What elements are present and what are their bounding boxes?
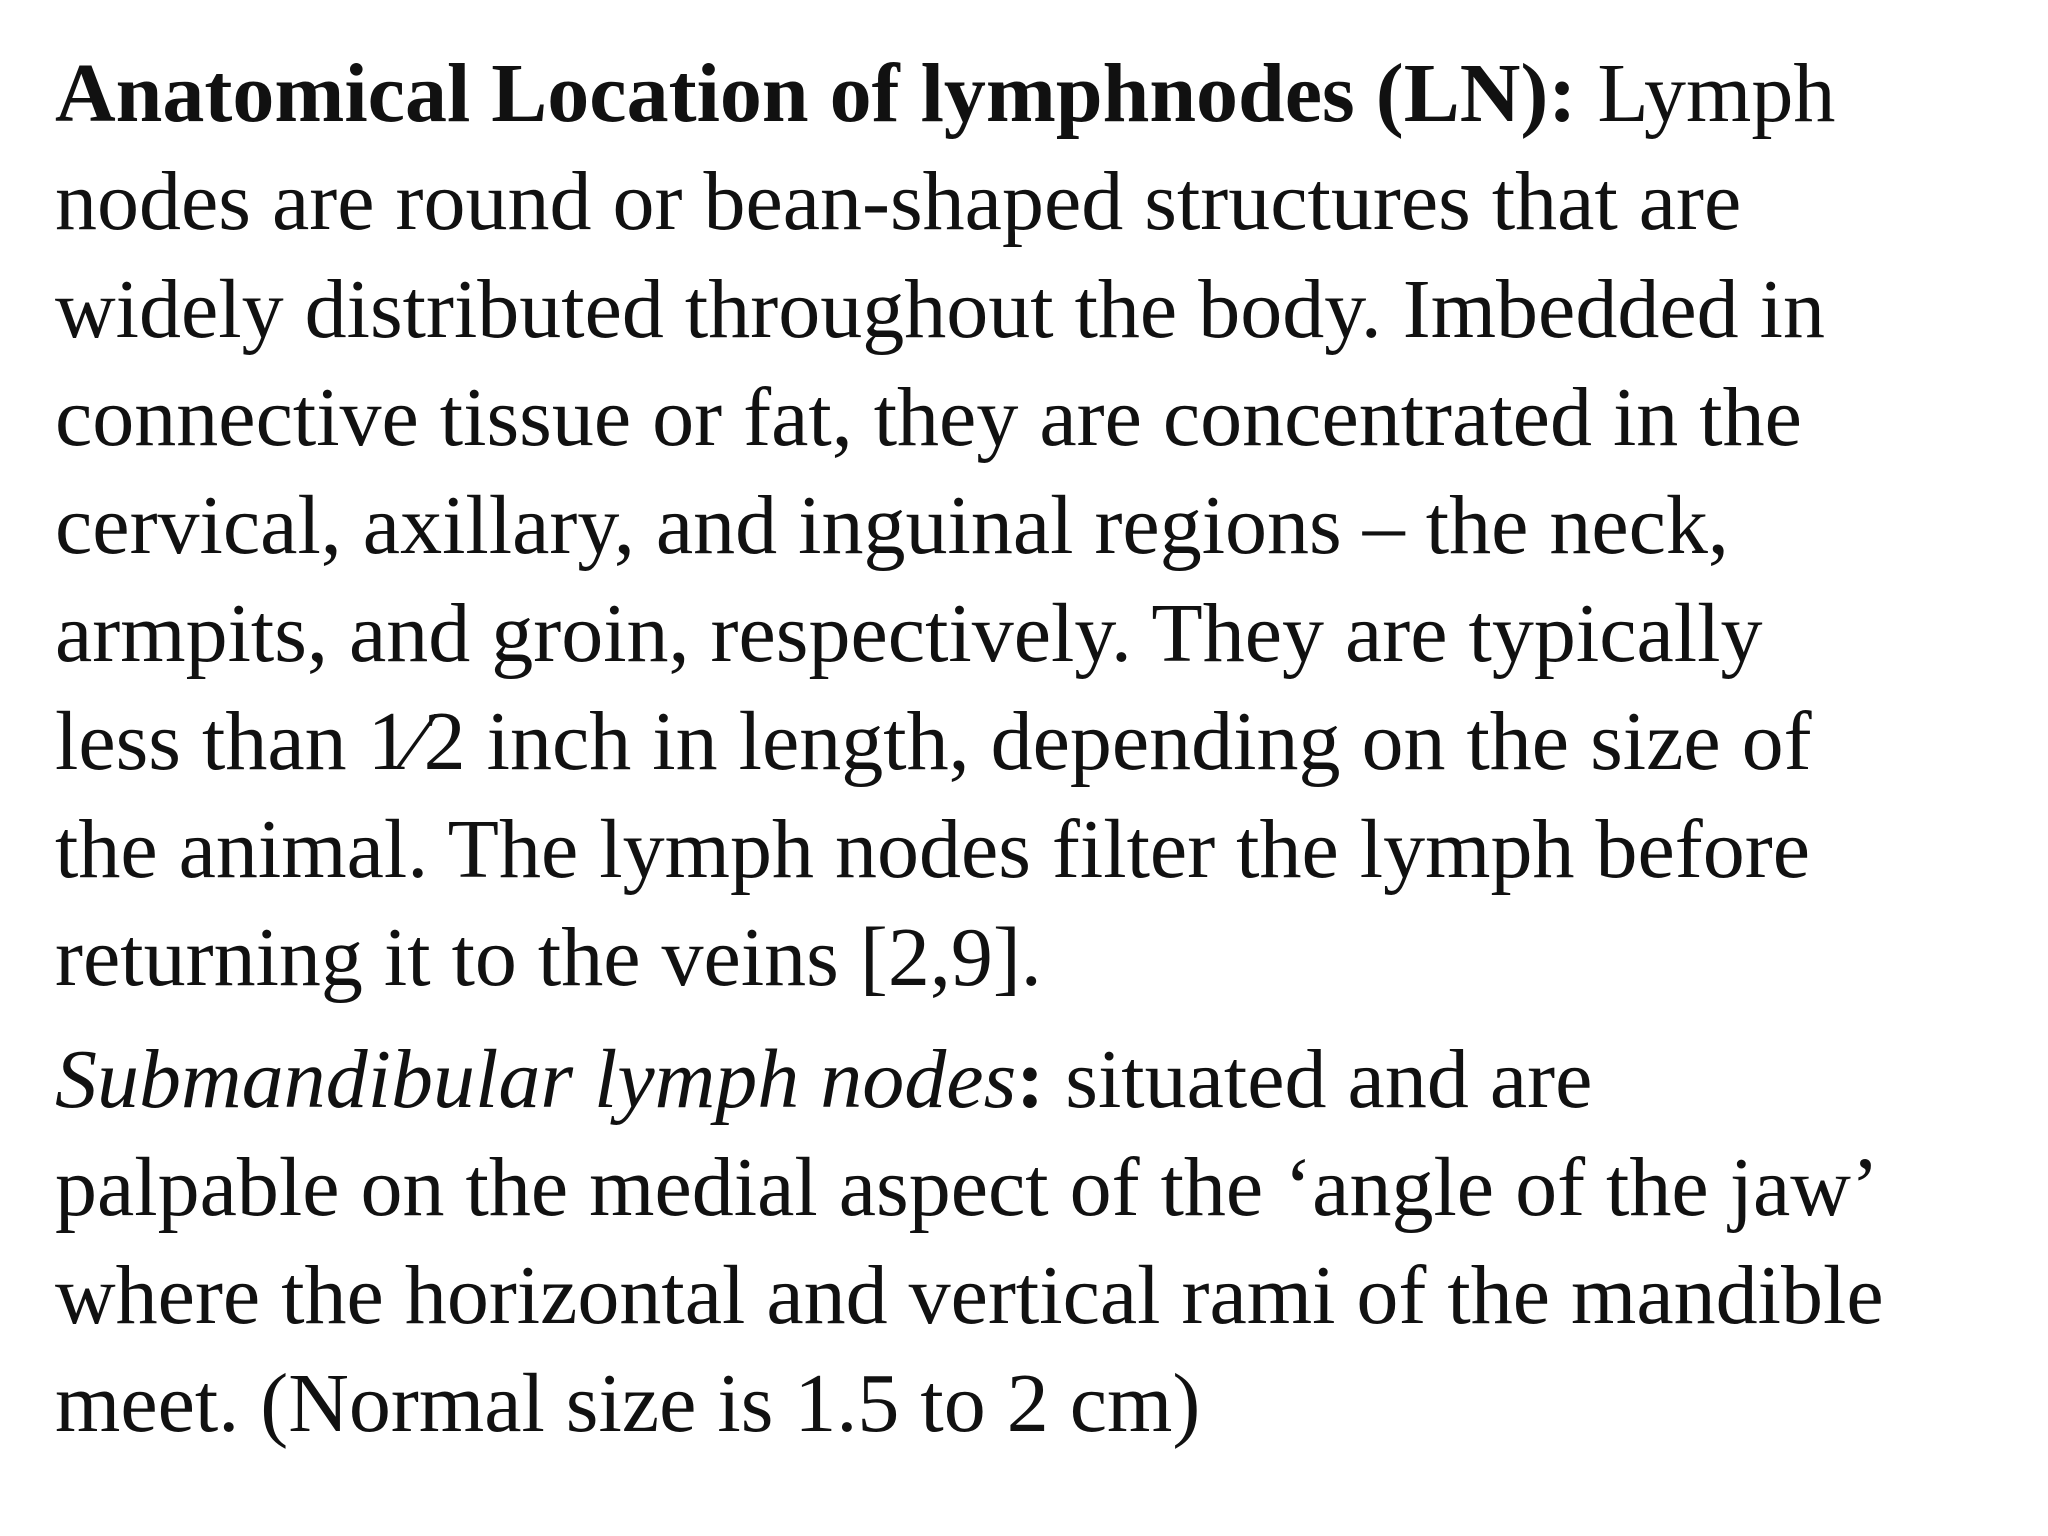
text-line: returning it to the veins [2,9]. (55, 911, 1042, 1004)
text-line: cervical, axillary, and inguinal regions – the neck, (55, 479, 1729, 572)
text-line (55, 40, 2045, 148)
paragraph-lymph-node-location (55, 40, 2045, 1012)
text-line: meet. (Normal size is 1.5 to 2 cm) (55, 1357, 1201, 1450)
text-line: where the horizontal and vertical rami of the mandible (55, 1249, 1884, 1342)
document-page (55, 40, 2045, 1458)
paragraph-submandibular-nodes (55, 1026, 2045, 1458)
text-line: armpits, and groin, respectively. They are typically (55, 587, 1763, 680)
text-line: connective tissue or fat, they are concentrated in the (55, 371, 1802, 464)
text-line: widely distributed throughout the body. Imbedded in (55, 263, 1825, 356)
section-heading: Anatomical Location of lymphnodes (LN): (55, 47, 1577, 140)
term-colon: : (1016, 1033, 1045, 1126)
text-span: Lymph (1576, 47, 1836, 140)
term-heading: Submandibular lymph nodes (55, 1033, 1017, 1126)
text-line: the animal. The lymph nodes filter the lymph before (55, 803, 1810, 896)
text-line: less than 1⁄2 inch in length, depending on the size of (55, 695, 1812, 788)
text-span: situated and are (1044, 1033, 1593, 1126)
text-line (55, 1026, 2045, 1134)
text-line: nodes are round or bean-shaped structures that are (55, 155, 1742, 248)
text-line: palpable on the medial aspect of the ‘angle of the jaw’ (55, 1141, 1879, 1234)
